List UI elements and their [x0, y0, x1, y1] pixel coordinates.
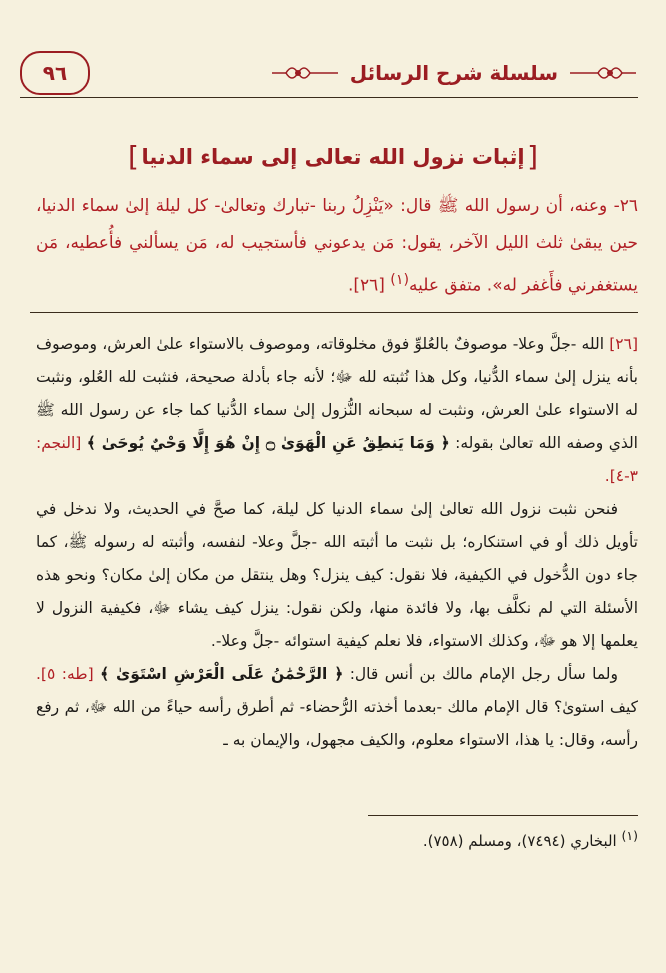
hadith-divider — [30, 312, 638, 313]
header-divider — [20, 97, 638, 98]
section-title: إثبات نزول الله تعالى إلى سماء الدنيا — [141, 145, 525, 169]
paragraph-text: فنحن نثبت نزول الله تعالىٰ إلىٰ سماء الدنيا كل ليلة، كما صحَّ في الحديث، ولا ندخل في تأويل ذلك أو في استنكاره؛ بل نثبت ما أثبته الله -جلَّ وعلا- لنفسه، وأثبته له رسوله ﷺ، كما جاء دون الدُّخول في الكيفية، فلا نقول: كيف ينزل؟ وهل ينتقل من مكان إلىٰ مكان؟ ونحو هذه الأسئلة التي لم نكلَّف بها، ولا فائدة منها، ولكن نقول: ينزل كيف يشاء ﷻ، فكيفية النزول لا يعلمها إلا هو ﷻ، وكذلك الاستواء، فلا نعلم كيفية استوائه -جلَّ وعلا-. — [36, 500, 638, 650]
hadith-number: ٢٦ — [619, 196, 638, 216]
quran-verse: ﴿ الرَّحْمَٰنُ عَلَى الْعَرْشِ اسْتَوَىٰ ﴾ — [100, 665, 344, 683]
verse-ref: [النجم: ٣-٤]. — [36, 434, 638, 485]
hadith-body: - وعنه، أن رسول الله ﷺ قال: «يَنْزِلُ ربنا -تبارك وتعالىٰ- كل ليلة إلىٰ سماء الدنيا، حين يبقىٰ ثلث الليل الآخر، يقول: مَن يدعوني فأستجيب له، مَن يسألني فأُعطيه، مَن يستغفرني فأَغفر له». متفق عليه — [36, 196, 638, 296]
commentary-ref: [٢٦] — [609, 335, 638, 353]
footnote — [36, 822, 638, 855]
ornament-icon — [270, 61, 340, 85]
paragraph-text: ولما سأل رجل الإمام مالك بن أنس قال: — [349, 665, 618, 683]
ornament-icon — [568, 61, 638, 85]
page-number: ٩٦ — [20, 51, 90, 95]
quran-verse: ﴿ وَمَا يَنطِقُ عَنِ الْهَوَىٰ ۝ إِنْ هُوَ إِلَّا وَحْيٌ يُوحَىٰ ﴾ — [86, 434, 450, 452]
section-heading — [128, 138, 538, 176]
commentary — [36, 328, 638, 757]
paragraph — [36, 493, 638, 658]
paragraph-text: الله -جلَّ وعلا- موصوفٌ بالعُلوِّ فوق مخلوقاته، وموصوف بالاستواء علىٰ العرش، وموصوف بأنه ينزل إلىٰ سماء الدُّنيا، وكل هذا نُثبته لله ﷻ؛ لأنه جاء بأدلة صحيحة، فنثبت لله العُلو، ونثبت له الاستواء علىٰ العرش، ونثبت له سبحانه النُّزول إلىٰ سماء الدُّنيا كما جاء عن رسول الله ﷺ الذي وصفه الله تعالىٰ بقوله: — [36, 335, 638, 452]
running-header — [20, 50, 638, 96]
series-title-group — [270, 61, 638, 85]
open-bracket: [ — [527, 140, 538, 173]
paragraph-text: كيف استوىٰ؟ قال الإمام مالك -بعدما أخذته الرُّحضاء- ثم أطرق رأسه حياءً من الله ﷻ، ثم رفع رأسه، وقال: يا هذا، الاستواء معلوم، والكيف مجهول، والإيمان به ـ — [36, 698, 638, 749]
footnote-marker: (١) — [621, 828, 638, 843]
footnote-ref: (١) — [390, 272, 409, 288]
hadith-text — [36, 188, 638, 305]
close-bracket: ] — [128, 140, 139, 173]
verse-ref: [طه: ٥]. — [36, 665, 94, 683]
paragraph — [36, 658, 638, 757]
footnote-text: البخاري (٧٤٩٤)، ومسلم (٧٥٨). — [422, 832, 617, 850]
hadith-ref: [٢٦]. — [347, 275, 385, 296]
footnote-divider — [368, 815, 638, 816]
series-title: سلسلة شرح الرسائل — [349, 61, 558, 85]
paragraph — [36, 328, 638, 493]
